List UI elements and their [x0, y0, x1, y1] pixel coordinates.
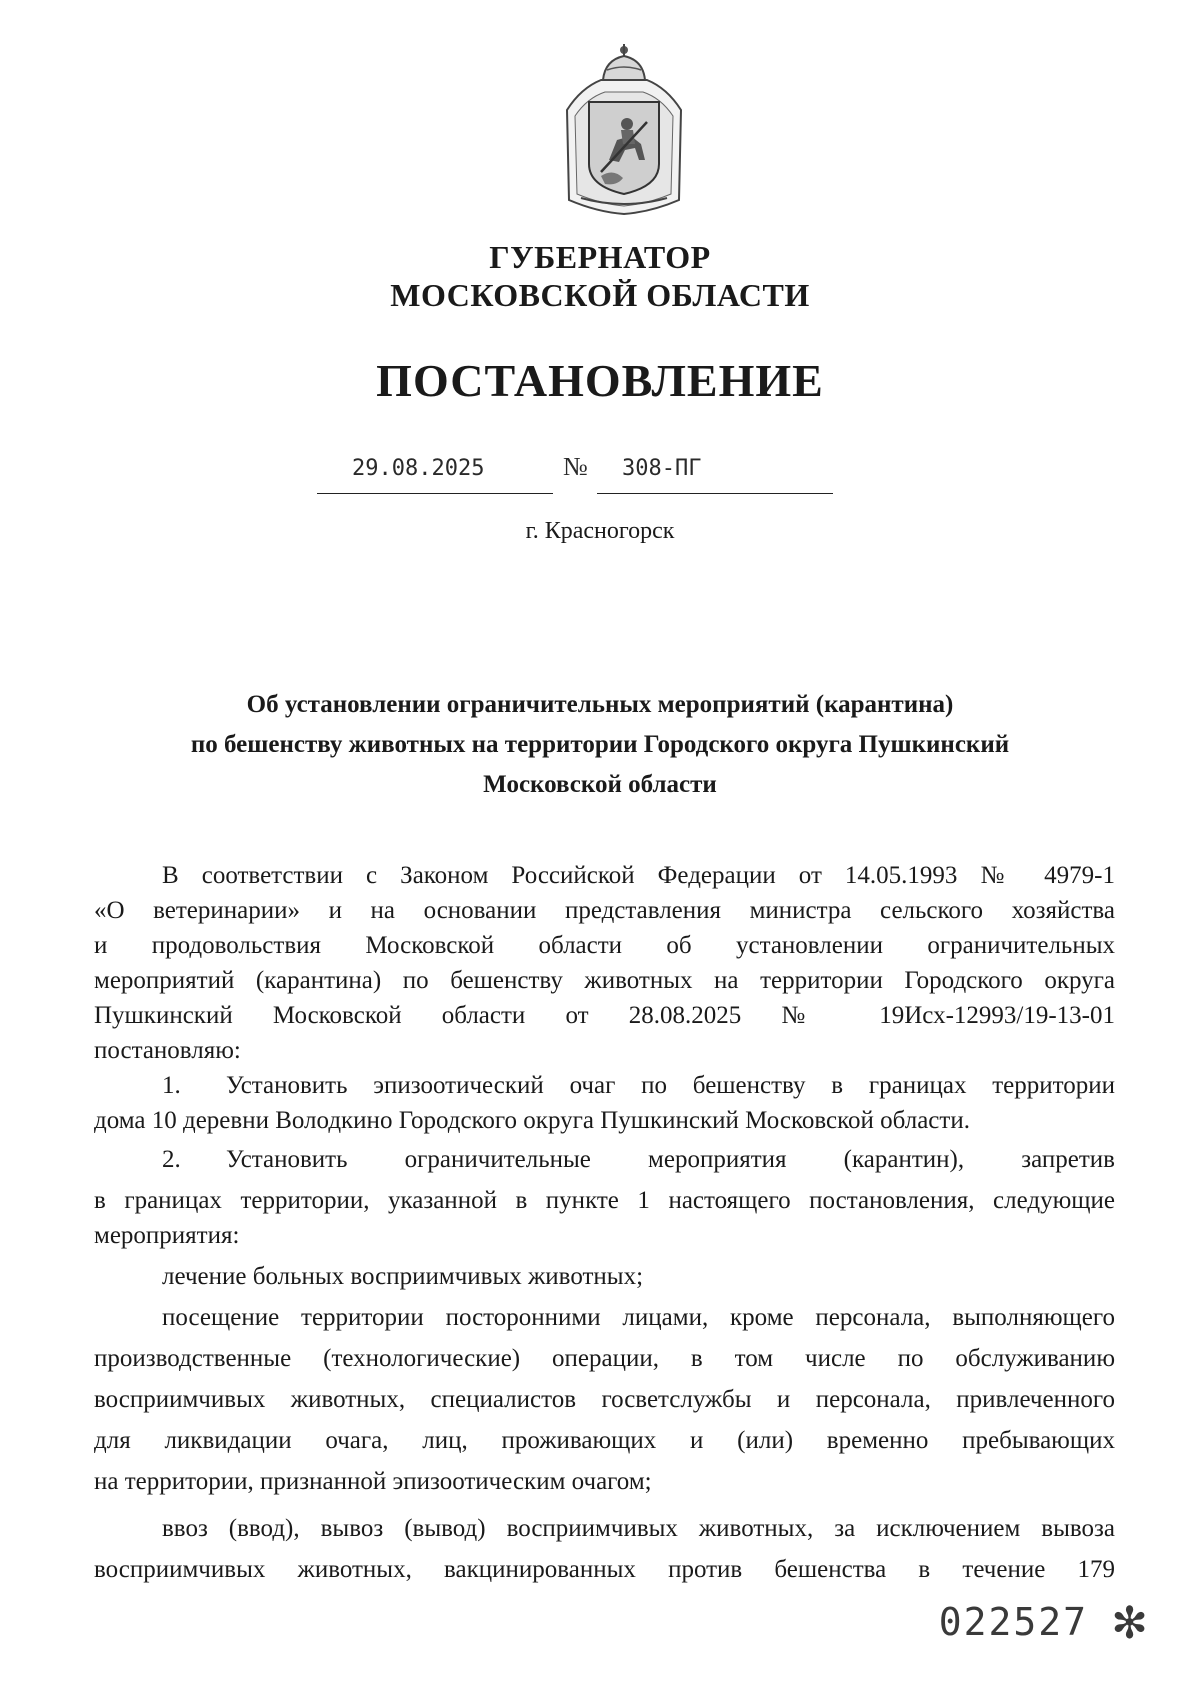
title-line-3: Московской области	[483, 771, 717, 798]
item-1-number: 1.	[162, 1072, 181, 1099]
asterisk-mark-icon: ✻	[1111, 1598, 1148, 1649]
sub-item-1: лечение больных восприимчивых животных;	[162, 1263, 644, 1290]
document-date: 29.08.2025	[352, 456, 485, 481]
document-body	[94, 858, 1115, 1587]
place-of-issue: г. Красногорск	[525, 518, 675, 544]
authority-line-1: ГУБЕРНАТОР	[489, 239, 711, 275]
body-line: «О ветеринарии» и на основании представления министра сельского хозяйства	[94, 897, 1115, 924]
body-line: для ликвидации очага, лиц, проживающих и (или) временно пребывающих	[94, 1427, 1115, 1454]
document-type-heading: ПОСТАНОВЛЕНИЕ	[376, 355, 824, 406]
body-line: в границах территории, указанной в пункте 1 настоящего постановления, следующие	[94, 1187, 1115, 1214]
number-underline	[597, 493, 833, 494]
title-line-2: по бешенству животных на территории Городского округа Пушкинский	[190, 731, 1010, 758]
body-line: восприимчивых животных, вакцинированных против бешенства в течение 179	[94, 1556, 1115, 1583]
coat-of-arms-emblem	[561, 40, 687, 216]
item-2-number: 2.	[162, 1146, 181, 1173]
item-2-text: Установить ограничительные мероприятия (карантин), запретив	[226, 1146, 1115, 1173]
body-line: и продовольствия Московской области об установлении ограничительных	[94, 932, 1115, 959]
item-2-line	[94, 1142, 1115, 1177]
body-line: производственные (технологические) операции, в том числе по обслуживанию	[94, 1345, 1115, 1372]
date-underline	[317, 493, 553, 494]
body-line: на территории, признанной эпизоотическим очагом;	[94, 1468, 652, 1495]
body-line: постановляю:	[94, 1037, 241, 1064]
document-title	[90, 685, 1110, 805]
serial-number-stamp: 022527	[938, 1600, 1088, 1644]
number-sign: №	[563, 452, 588, 481]
item-1-line	[94, 1068, 1115, 1103]
document-number: 308-ПГ	[622, 456, 702, 481]
authority-heading	[0, 238, 1200, 314]
body-line: В соответствии с Законом Российской Федерации от 14.05.1993 № 4979-1	[162, 862, 1115, 889]
title-line-1: Об установлении ограничительных мероприятий (карантина)	[246, 691, 954, 718]
body-line: мероприятий (карантина) по бешенству животных на территории Городского округа	[94, 967, 1115, 994]
body-line: ввоз (ввод), вывоз (вывод) восприимчивых животных, за исключением вывоза	[162, 1515, 1115, 1542]
body-line: мероприятия:	[94, 1222, 240, 1249]
body-line: Пушкинский Московской области от 28.08.2025 № 19Исх-12993/19-13-01	[94, 1002, 1115, 1029]
item-1-text: Установить эпизоотический очаг по бешенству в границах территории	[226, 1072, 1115, 1099]
authority-line-2: МОСКОВСКОЙ ОБЛАСТИ	[390, 277, 810, 313]
body-line: дома 10 деревни Володкино Городского округа Пушкинский Московской области.	[94, 1107, 970, 1134]
body-line: посещение территории посторонними лицами, кроме персонала, выполняющего	[162, 1304, 1115, 1331]
body-line: восприимчивых животных, специалистов госветслужбы и персонала, привлеченного	[94, 1386, 1115, 1413]
